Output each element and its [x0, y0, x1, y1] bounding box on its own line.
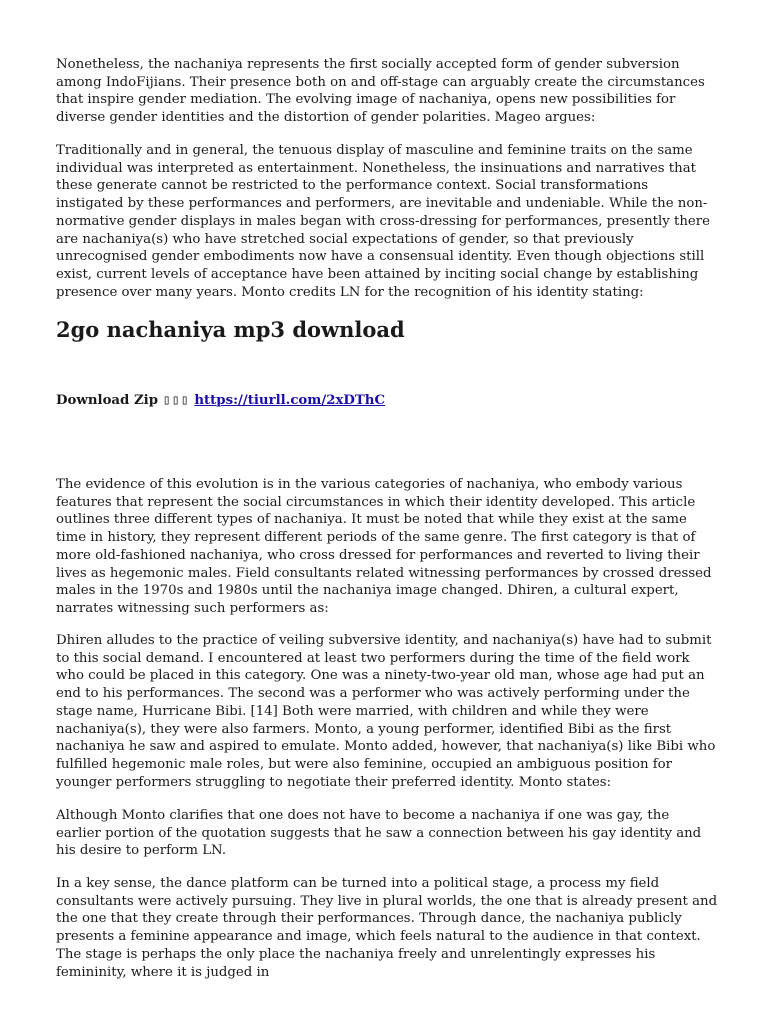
paragraph-dhiren: Dhiren alludes to the practice of veiling subversive identity, and nachaniya(s) have had to submit to this social demand. I encountered at least two performers during the time of the field work who could be placed in this category. One was a ninety-two-year old man, whose age had put an end to his performances. The second was a performer who was actively performing under the stage name, Hurricane Bibi. [14] Both were married, with children and while they were nachaniya(s), they were also farmers. Monto, a young performer, identified Bibi as the first nachaniya he saw and aspired to emulate. Monto added, however, that nachaniya(s) like Bibi who fulfilled hegemonic male roles, but were also feminine, occupied an ambiguous position for younger performers struggling to negotiate their preferred identity. Monto states:: [56, 633, 716, 790]
download-glyphs: ▯▯▯: [162, 393, 190, 408]
download-label: Download Zip: [56, 393, 159, 408]
download-link[interactable]: https://tiurll.com/2xDThC: [194, 393, 386, 408]
paragraph-evidence: The evidence of this evolution is in the various categories of nachaniya, who embody various features that represent the social circumstances in which their identity developed. This article outlines three different types of nachaniya. It must be noted that while they exist at the same time in history, they represent different periods of the same genre. The first category is that of more old-fashioned nachaniya, who cross dressed for performances and reverted to living their lives as hegemonic males. Field consultants related witnessing performances by crossed dressed males in the 1970s and 1980s until the nachaniya image changed. Dhiren, a cultural expert, narrates witnessing such performers as:: [56, 477, 712, 616]
paragraph-intro: Nonetheless, the nachaniya represents the first socially accepted form of gender subversion among IndoFijians. Their presence both on and off-stage can arguably create the circumstances that inspire gender mediation. The evolving image of nachaniya, opens new possibilities for diverse gender identities and the distortion of gender polarities. Mageo argues:: [56, 57, 705, 126]
paragraph-traditionally: Traditionally and in general, the tenuous display of masculine and feminine traits on the same individual was interpreted as entertainment. Nonetheless, the insinuations and narratives that these generate cannot be restricted to the performance context. Social transformations instigated by these performances and performers, are inevitable and undeniable. While the non-normative gender displays in males began with cross-dressing for performances, presently there are nachaniya(s) who have stretched social expectations of gender, so that previously unrecognised gender embodiments now have a consensual identity. Even though objections still exist, current levels of acceptance have been attained by inciting social change by establishing presence over many years. Monto credits LN for the recognition of his identity stating:: [56, 143, 710, 300]
page-title: 2go nachaniya mp3 download: [56, 317, 405, 342]
download-line: [56, 392, 385, 410]
paragraph-key-sense: In a key sense, the dance platform can be turned into a political stage, a process my field consultants were actively pursuing. They live in plural worlds, the one that is already present and the one that they create through their performances. Through dance, the nachaniya publicly presents a feminine appearance and image, which feels natural to the audience in that context. The stage is perhaps the only place the nachaniya freely and unrelentingly expresses his femininity, where it is judged in: [56, 876, 718, 980]
paragraph-monto: Although Monto clarifies that one does not have to become a nachaniya if one was gay, the earlier portion of the quotation suggests that he saw a connection between his gay identity and his desire to perform LN.: [56, 808, 702, 859]
